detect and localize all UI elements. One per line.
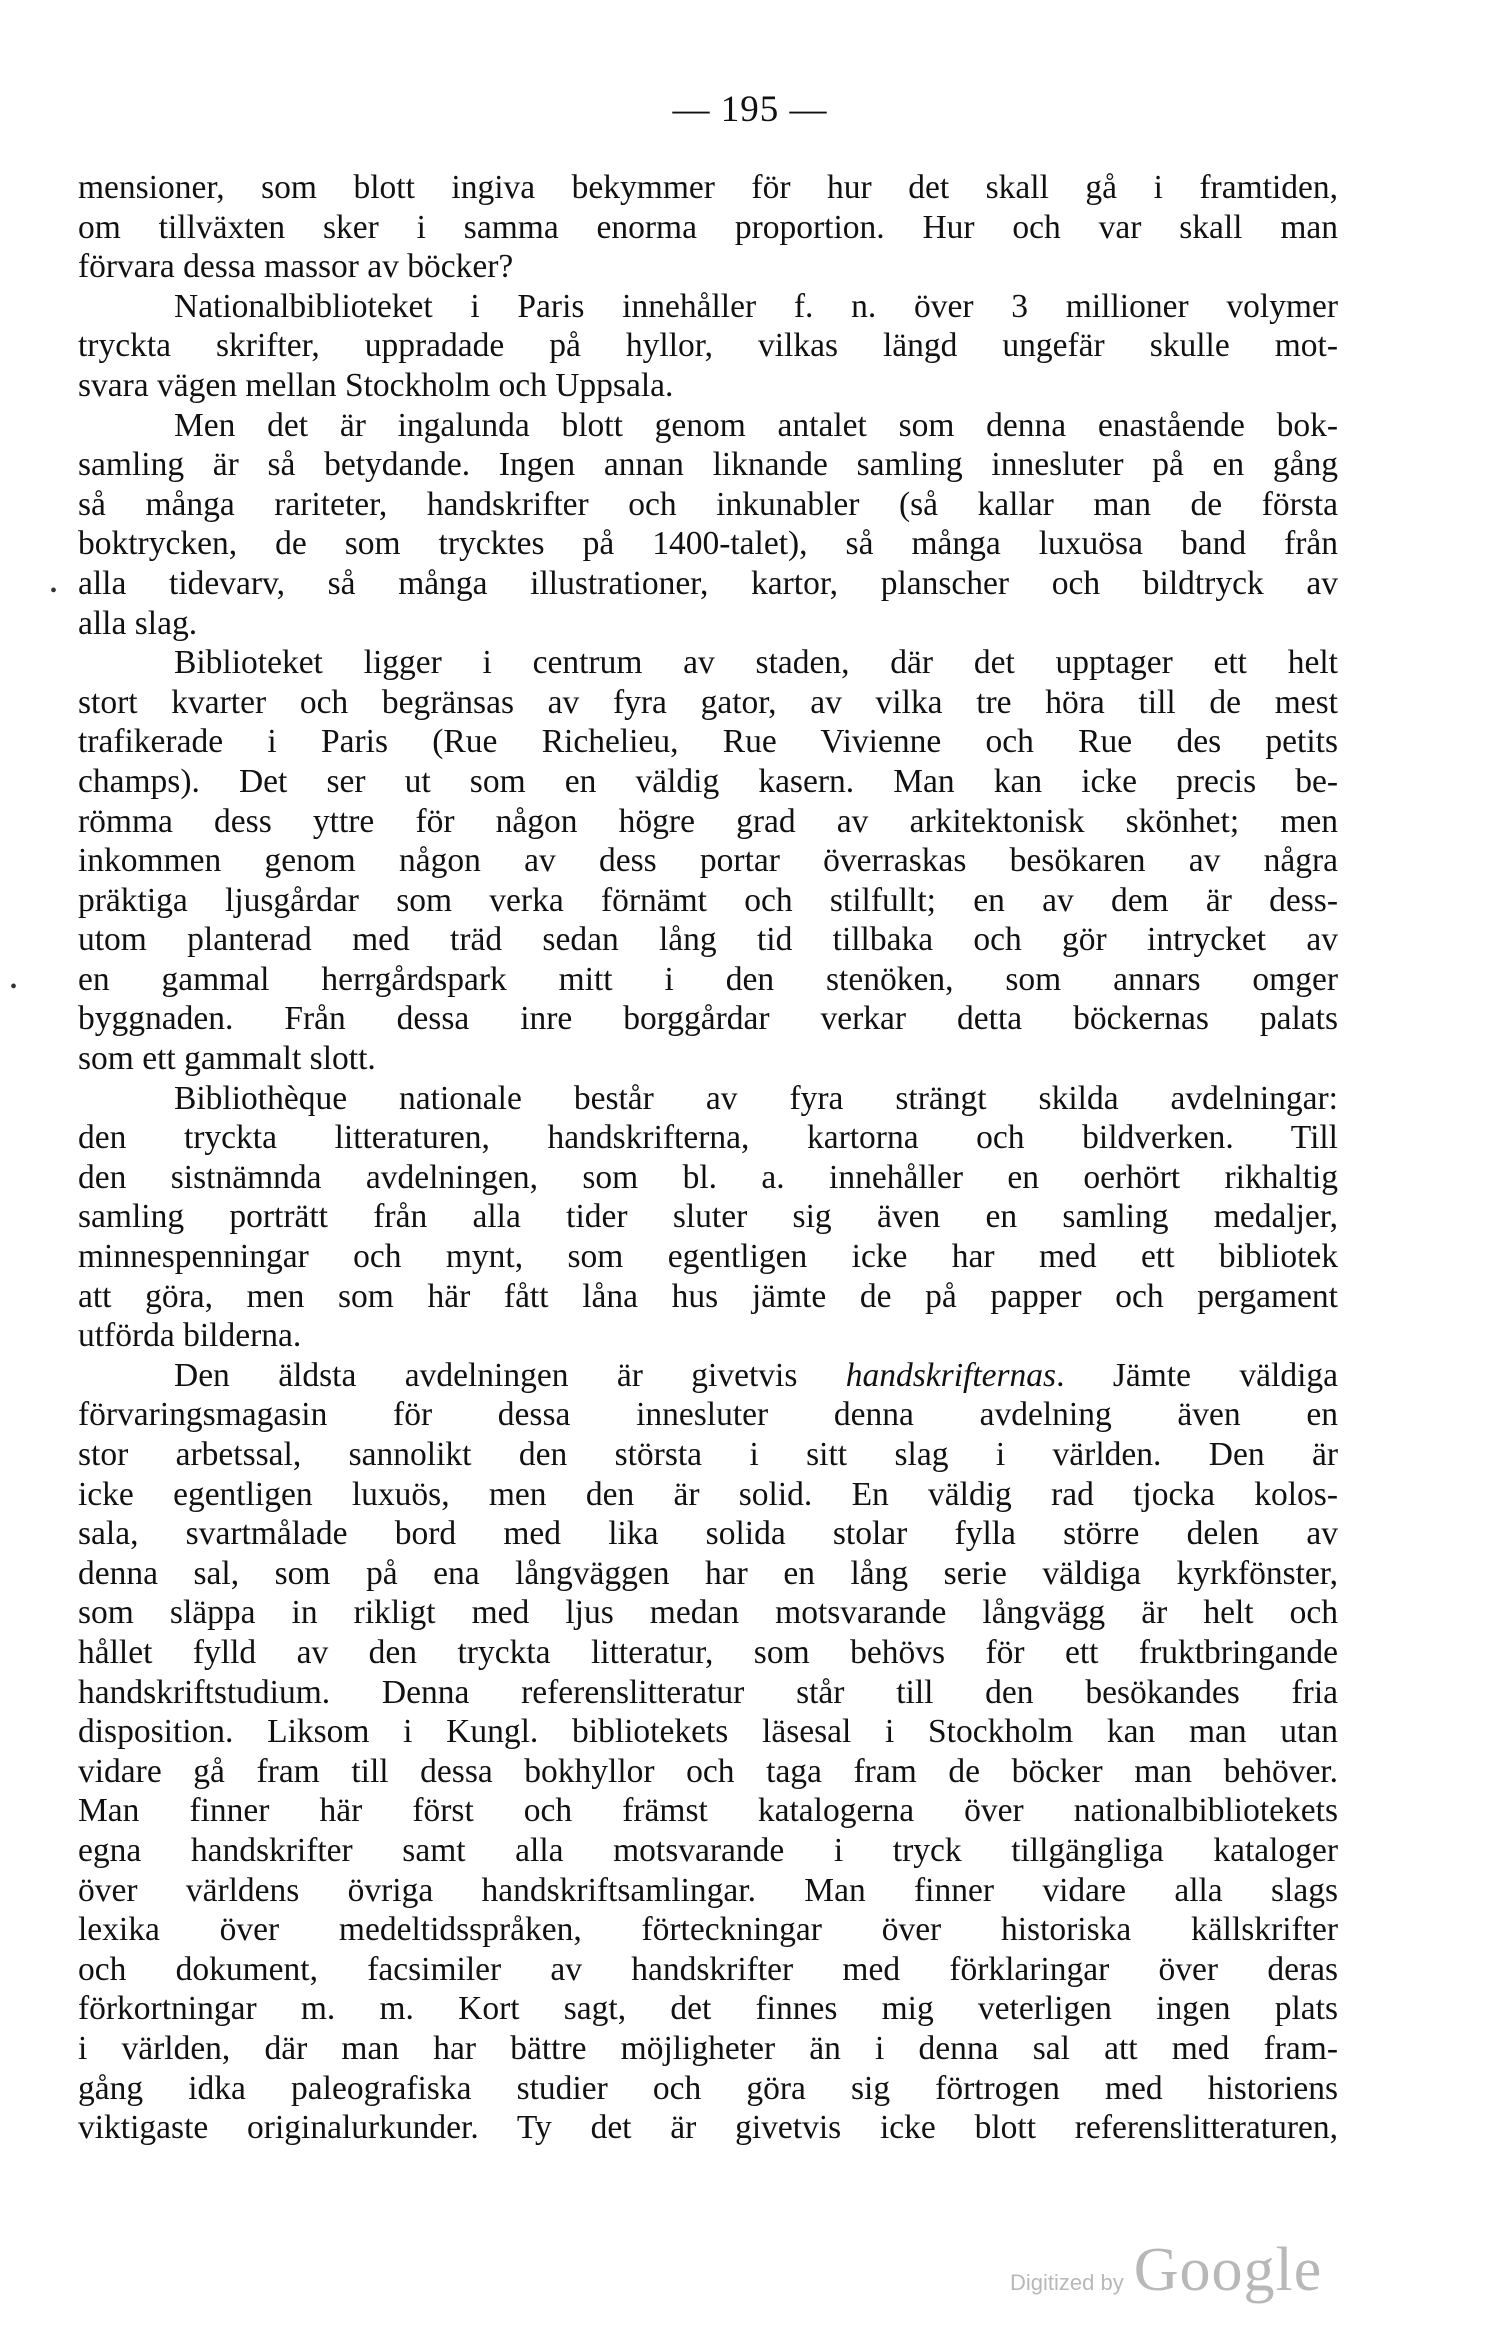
text-line: inkommen genom någon av dess portar överraskas besökaren av några bbox=[78, 842, 1338, 880]
text-line: byggnaden. Från dessa inre borggårdar verkar detta böckernas palats bbox=[78, 1000, 1338, 1038]
text-line: Nationalbiblioteket i Paris innehåller f. n. över 3 millioner volymer bbox=[174, 287, 1338, 325]
text-line: så många rariteter, handskrifter och inkunabler (så kallar man de första bbox=[78, 485, 1338, 523]
text-line: viktigaste originalurkunder. Ty det är givetvis icke blott referenslitteraturen, bbox=[78, 2109, 1338, 2147]
text-line: om tillväxten sker i samma enorma proportion. Hur och var skall man bbox=[78, 208, 1338, 246]
text-line: samling porträtt från alla tider sluter sig även en samling medaljer, bbox=[78, 1198, 1338, 1236]
text-line: som ett gammalt slott. bbox=[78, 1040, 376, 1078]
text-line: disposition. Liksom i Kungl. bibliotekets läsesal i Stockholm kan man utan bbox=[78, 1713, 1338, 1751]
page-number: — 195 — bbox=[672, 89, 828, 130]
text-line: vidare gå fram till dessa bokhyllor och taga fram de böcker man behöver. bbox=[78, 1752, 1338, 1790]
text-line: minnespenningar och mynt, som egentligen icke har med ett bibliotek bbox=[78, 1238, 1338, 1276]
emphasis-word: handskrifternas bbox=[845, 1356, 1057, 1394]
text-line: den sistnämnda avdelningen, som bl. a. innehåller en oerhört rikhaltig bbox=[78, 1158, 1338, 1196]
text-line: Man finner här först och främst katalogerna över nationalbibliotekets bbox=[78, 1792, 1338, 1830]
google-logo: Google bbox=[1133, 2236, 1323, 2304]
text-line: trafikerade i Paris (Rue Richelieu, Rue Vivienne och Rue des petits bbox=[78, 723, 1338, 761]
text-line: svara vägen mellan Stockholm och Uppsala. bbox=[78, 366, 674, 404]
text-line: förkortningar m. m. Kort sagt, det finnes mig veterligen ingen plats bbox=[78, 1990, 1338, 2028]
text-line: Den äldsta avdelningen är givetvis handskrifternas. Jämte väldiga bbox=[174, 1356, 1338, 1394]
text-line: samling är så betydande. Ingen annan liknande samling innesluter på en gång bbox=[78, 446, 1338, 484]
text-line: hållet fylld av den tryckta litteratur, som behövs för ett fruktbringande bbox=[78, 1633, 1338, 1671]
text-line: boktrycken, de som trycktes på 1400-talet), så många luxuösa band från bbox=[78, 525, 1338, 563]
text-line: Biblioteket ligger i centrum av staden, där det upptager ett helt bbox=[174, 644, 1338, 682]
text-line: präktiga ljusgårdar som verka förnämt och stilfullt; en av dem är dess- bbox=[78, 881, 1338, 919]
text-line: champs). Det ser ut som en väldig kasern. Man kan icke precis be- bbox=[78, 762, 1338, 800]
text-line: römma dess yttre för någon högre grad av arkitektonisk skönhet; men bbox=[78, 802, 1338, 840]
text-line: utom planterad med träd sedan lång tid tillbaka och gör intrycket av bbox=[78, 921, 1338, 959]
text-line: den tryckta litteraturen, handskrifterna, kartorna och bildverken. Till bbox=[78, 1119, 1338, 1157]
text-line: sala, svartmålade bord med lika solida stolar fylla större delen av bbox=[78, 1515, 1338, 1553]
text-line: lexika över medeltidsspråken, förteckningar över historiska källskrifter bbox=[78, 1911, 1338, 1949]
digitized-watermark bbox=[1010, 2235, 1322, 2306]
text-line: förvaringsmagasin för dessa innesluter denna avdelning även en bbox=[78, 1396, 1338, 1434]
text-line: stort kvarter och begränsas av fyra gator, av vilka tre höra till de mest bbox=[78, 683, 1338, 721]
text-line: icke egentligen luxuös, men den är solid. En väldig rad tjocka kolos- bbox=[78, 1475, 1338, 1513]
text-line: denna sal, som på ena långväggen har en lång serie väldiga kyrkfönster, bbox=[78, 1554, 1338, 1592]
text-line: i världen, där man har bättre möjligheter än i denna sal att med fram- bbox=[78, 2029, 1338, 2067]
text-line: stor arbetssal, sannolikt den största i sitt slag i världen. Den är bbox=[78, 1436, 1338, 1473]
text-line: tryckta skrifter, uppradade på hyllor, vilkas längd ungefär skulle mot- bbox=[78, 327, 1338, 365]
text-line: gång idka paleografiska studier och göra sig förtrogen med historiens bbox=[78, 2069, 1338, 2107]
text-line: som släppa in rikligt med ljus medan motsvarande långvägg är helt och bbox=[78, 1594, 1338, 1632]
text-line: egna handskrifter samt alla motsvarande i tryck tillgängliga kataloger bbox=[78, 1831, 1338, 1869]
text-line: handskriftstudium. Denna referenslitteratur står till den besökandes fria bbox=[78, 1673, 1338, 1711]
body-text bbox=[78, 168, 1338, 2148]
text-line: en gammal herrgårdspark mitt i den stenöken, som annars omger bbox=[78, 960, 1338, 998]
text-line: alla tidevarv, så många illustrationer, kartor, planscher och bildtryck av bbox=[78, 564, 1338, 602]
text-line: förvara dessa massor av böcker? bbox=[78, 248, 514, 286]
text-line: mensioner, som blott ingiva bekymmer för hur det skall gå i framtiden, bbox=[78, 169, 1338, 206]
text-line: Bibliothèque nationale består av fyra strängt skilda avdelningar: bbox=[174, 1079, 1338, 1117]
text-line: utförda bilderna. bbox=[78, 1317, 302, 1355]
text-line: och dokument, facsimiler av handskrifter med förklaringar över deras bbox=[78, 1950, 1338, 1988]
text-line: Men det är ingalunda blott genom antalet som denna enastående bok- bbox=[174, 406, 1338, 444]
text-line: alla slag. bbox=[78, 604, 198, 642]
stray-ink-mark: • bbox=[10, 976, 18, 998]
text-line: att göra, men som här fått låna hus jämte de på papper och pergament bbox=[78, 1277, 1338, 1315]
watermark-prefix: Digitized by bbox=[1010, 2270, 1124, 2295]
stray-ink-mark: • bbox=[50, 580, 58, 602]
text-line: över världens övriga handskriftsamlingar. Man finner vidare alla slags bbox=[78, 1871, 1338, 1909]
